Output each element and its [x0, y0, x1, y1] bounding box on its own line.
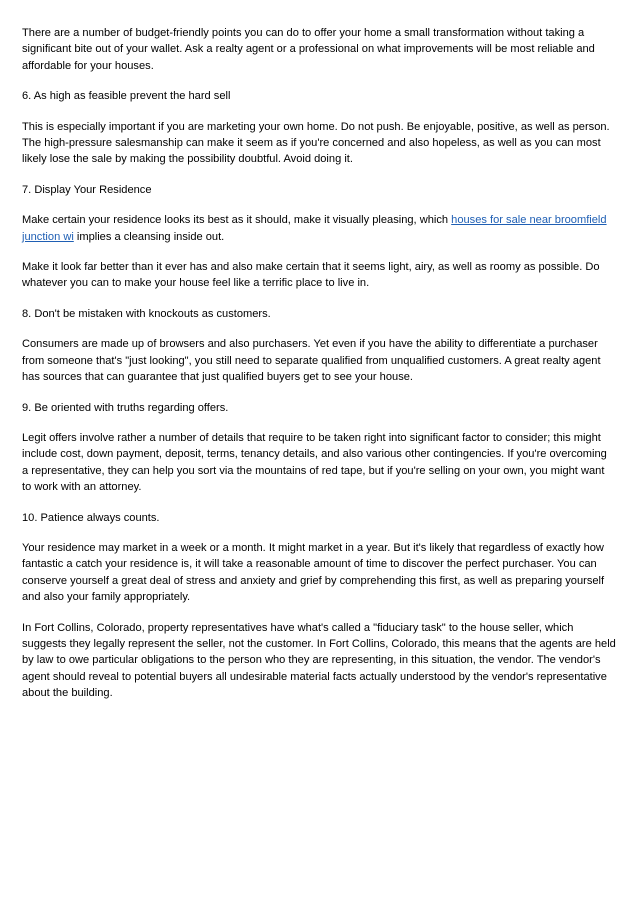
section-7-paragraph-1 [22, 212, 616, 245]
section-6-heading: 6. As high as feasible prevent the hard sell [22, 90, 231, 103]
section-7-paragraph-2: Make it look far better than it ever has and also make certain that it seems light, airy, as well as roomy as possible. Do whatever you can to make your house feel like a terrific place to live in. [22, 261, 600, 290]
section-7-heading: 7. Display Your Residence [22, 183, 152, 196]
section-10-heading: 10. Patience always counts. [22, 511, 160, 524]
section-10-paragraph: Your residence may market in a week or a month. It might market in a year. But it's likely that regardless of exactly how fantastic a catch your residence is, it will take a reasonable amount of time to discover the perfect purchaser. You can conserve yourself a great deal of stress and anxiety and grief by comprehending this first, as well as preparing yourself and also your family appropriately. [22, 541, 605, 604]
section-7-text-after-link: implies a cleansing inside out. [73, 230, 225, 243]
section-9-paragraph: Legit offers involve rather a number of details that require to be taken right into significant factor to consider; this might include cost, down payment, deposit, terms, tenancy details, and also various other contingencies. If you're overcoming a representative, they can help you sort via the mountains of red tape, but if you're selling on your own, you might want to work with an attorney. [22, 431, 607, 494]
section-8-heading: 8. Don't be mistaken with knockouts as customers. [22, 307, 271, 320]
closing-paragraph: In Fort Collins, Colorado, property representatives have what's called a "fiduciary task" to the house seller, which suggests they legally represent the seller, not the customer. In Fort Collins, Colorado, this means that the agents are held by law to owe particular obligations to the person who they are representing, in this situation, the vendor. The vendor's agent should reveal to potential buyers all undesirable material facts actually understood by the vendor's representative about the building. [22, 621, 616, 700]
houses-for-sale-link[interactable]: houses for sale near broomfield junction wi [22, 214, 607, 243]
intro-paragraph: There are a number of budget-friendly points you can do to offer your home a small transformation without taking a significant bite out of your wallet. Ask a realty agent or a professional on what improvements will be most reliable and affordable for your houses. [22, 27, 595, 72]
section-7-text-before-link: Make certain your residence looks its best as it should, make it visually pleasing, which [22, 214, 452, 227]
section-8-paragraph: Consumers are made up of browsers and also purchasers. Yet even if you have the ability to differentiate a purchaser from someone that's "just looking", you still need to separate qualified from unqualified customers. A great realty agent has sources that can guarantee that just qualified buyers get to see your house. [22, 338, 601, 384]
section-6-paragraph: This is especially important if you are marketing your own home. Do not push. Be enjoyable, positive, as well as person. The high-pressure salesmanship can make it seem as if you're concerned and also hopeless, as well as you can most likely lose the sale by making the possibility doubtful. Avoid doing it. [22, 120, 610, 166]
section-9-heading: 9. Be oriented with truths regarding offers. [22, 401, 229, 414]
